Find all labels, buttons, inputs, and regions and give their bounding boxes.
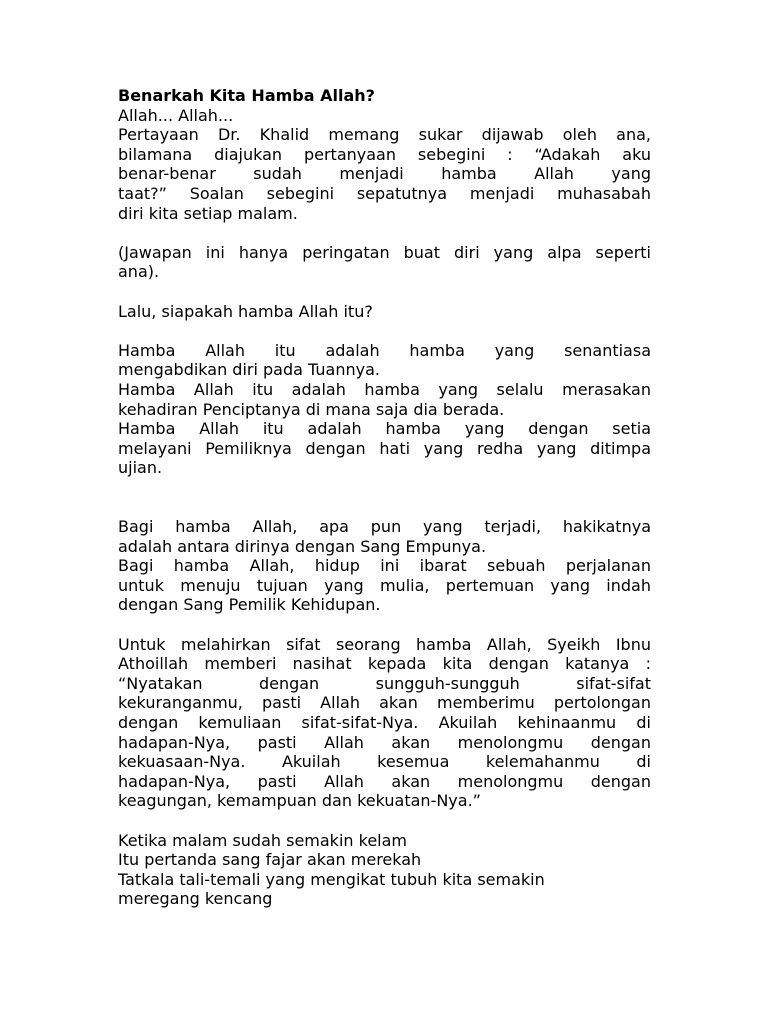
text-line: meregang kencang [118,889,273,909]
document-page [118,86,651,909]
text-line: Itu pertanda sang fajar akan merekah [118,850,422,870]
text-line: kekuasaan-Nya. Akuilah kesemua kelemahanmu di [118,752,651,772]
text-line: dengan Sang Pemilik Kehidupan. [118,595,381,615]
text-line: hadapan-Nya, pasti Allah akan menolongmu dengan [118,771,651,791]
text-line: Bagi hamba Allah, hidup ini ibarat sebuah perjalanan [118,556,651,576]
text-line: ujian. [118,458,163,478]
paragraph-definition [118,341,651,478]
text-line: hadapan-Nya, pasti Allah akan menolongmu dengan [118,732,651,752]
paragraph-poem [118,831,651,909]
text-line: diri kita setiap malam. [118,203,298,223]
text-line: Untuk melahirkan sifat seorang hamba Allah, Syeikh Ibnu [118,634,651,654]
text-line: dengan kemuliaan sifat-sifat-Nya. Akuilah kehinaanmu di [118,713,651,732]
paragraph-note [118,243,651,282]
text-line: Pertayaan Dr. Khalid memang sukar dijawab oleh ana, [118,125,651,145]
text-line: kekuranganmu, pasti Allah akan memberimu pertolongan [118,693,651,713]
text-line: Athoillah memberi nasihat kepada kita dengan katanya : [118,654,651,674]
text-line: bilamana diajukan pertanyaan sebegini : “Adakah aku [118,144,651,164]
text-line: Hamba Allah itu adalah hamba yang dengan setia [118,419,651,439]
text-line: “Nyatakan dengan sungguh-sungguh sifat-sifat [118,673,651,693]
paragraph-essence [118,517,651,615]
document-title: Benarkah Kita Hamba Allah? [118,86,375,105]
text-line: Tatkala tali-temali yang mengikat tubuh kita semakin [118,869,545,889]
text-line: benar-benar sudah menjadi hamba Allah yang [118,164,651,184]
text-line: Hamba Allah itu adalah hamba yang selalu merasakan [118,379,651,399]
text-line: Hamba Allah itu adalah hamba yang senantiasa [118,340,651,360]
paragraph-advice [118,635,651,811]
text-line: adalah antara dirinya dengan Sang Empunya. [118,536,487,556]
text-line: kehadiran Penciptanya di mana saja dia berada. [118,399,505,419]
text-line: keagungan, kemampuan dan kekuatan-Nya.” [118,791,481,811]
text-line: mengabdikan diri pada Tuannya. [118,360,380,380]
text-line: Bagi hamba Allah, apa pun yang terjadi, hakikatnya [118,517,651,537]
text-line: taat?” Soalan sebegini sepatutnya menjadi muhasabah [118,183,651,203]
text-line: untuk menuju tujuan yang mulia, pertemuan yang indah [118,575,651,595]
paragraph-heading-question: Lalu, siapakah hamba Allah itu? [118,301,373,321]
text-line: (Jawapan ini hanya peringatan buat diri yang alpa seperti [118,242,651,262]
text-line: ana). [118,262,160,282]
document-subtitle: Allah... Allah... [118,105,234,125]
paragraph-question [118,125,651,223]
text-line: melayani Pemiliknya dengan hati yang redha yang ditimpa [118,438,651,458]
text-line: Ketika malam sudah semakin kelam [118,830,407,850]
